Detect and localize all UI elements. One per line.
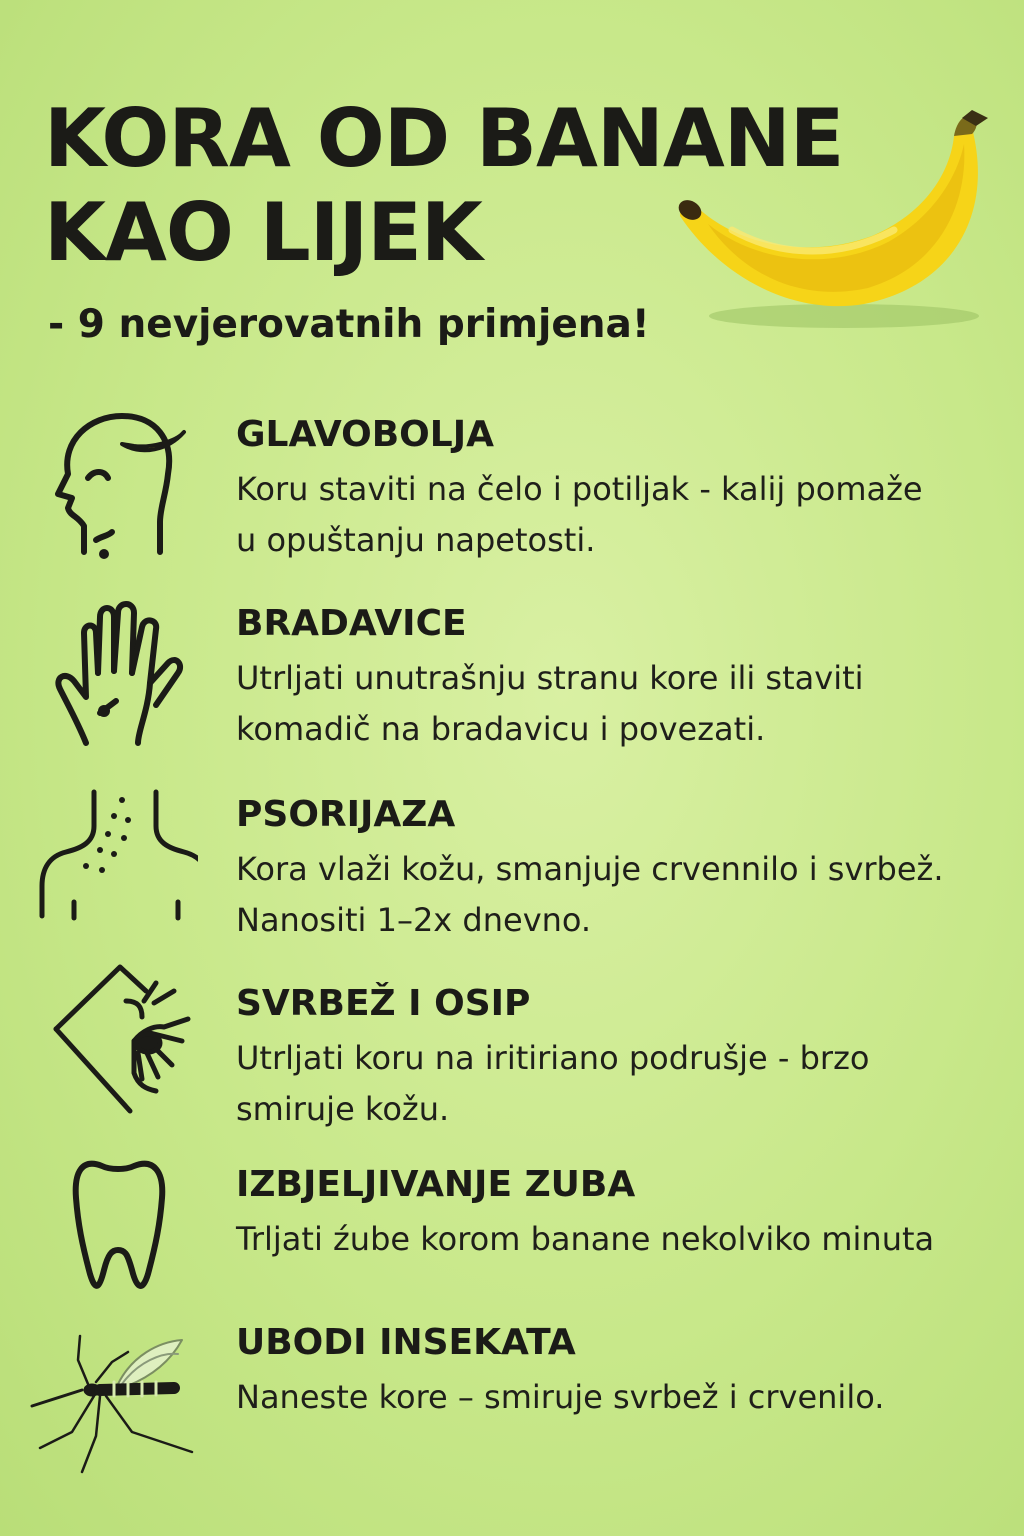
item-title: PSORIJAZA bbox=[236, 794, 456, 835]
item-line: Utrljati unutrašnju stranu kore ili staviti bbox=[236, 659, 864, 697]
item-title: SVRBEŽ I OSIP bbox=[236, 983, 531, 1024]
item-line: Koru staviti na čelo i potiljak - kalij pomaže bbox=[236, 470, 923, 508]
item-line: Trljati źube korom banane nekolviko minuta bbox=[236, 1220, 935, 1258]
banana-icon bbox=[672, 108, 992, 333]
shoulders-skin-icon bbox=[38, 786, 198, 946]
item-line: smiruje kožu. bbox=[236, 1090, 450, 1128]
item-line: Nanositi 1–2x dnevno. bbox=[236, 901, 592, 939]
head-with-banana-icon bbox=[38, 404, 198, 564]
title-line-2: KAO LIJEK bbox=[44, 186, 482, 279]
scratching-hand-icon bbox=[38, 961, 198, 1121]
item-title: BRADAVICE bbox=[236, 603, 467, 644]
item-line: Naneste kore – smiruje svrbež i crvenilo. bbox=[236, 1378, 885, 1416]
title-line-1: KORA OD BANANE bbox=[44, 92, 844, 185]
item-description bbox=[236, 464, 1006, 566]
hand-icon bbox=[38, 593, 198, 753]
item-description bbox=[236, 844, 1006, 946]
item-description bbox=[236, 653, 1006, 755]
item-line: Kora vlaži kožu, smanjuje crvennilo i svrbež. bbox=[236, 850, 944, 888]
tooth-icon bbox=[38, 1154, 198, 1314]
item-title: GLAVOBOLJA bbox=[236, 414, 494, 455]
item-description bbox=[236, 1033, 1006, 1135]
item-description bbox=[236, 1372, 1006, 1423]
page-subtitle: - 9 nevjerovatnih primjena! bbox=[48, 302, 650, 347]
item-title: IZBJELJIVANJE ZUBA bbox=[236, 1164, 636, 1205]
mosquito-icon bbox=[22, 1332, 202, 1492]
item-title: UBODI INSEKATA bbox=[236, 1322, 576, 1363]
item-line: u opuštanju napetosti. bbox=[236, 521, 596, 559]
item-description bbox=[236, 1214, 1006, 1265]
item-line: komadič na bradavicu i povezati. bbox=[236, 710, 766, 748]
item-line: Utrljati koru na iritiriano podrušje - brzo bbox=[236, 1039, 870, 1077]
